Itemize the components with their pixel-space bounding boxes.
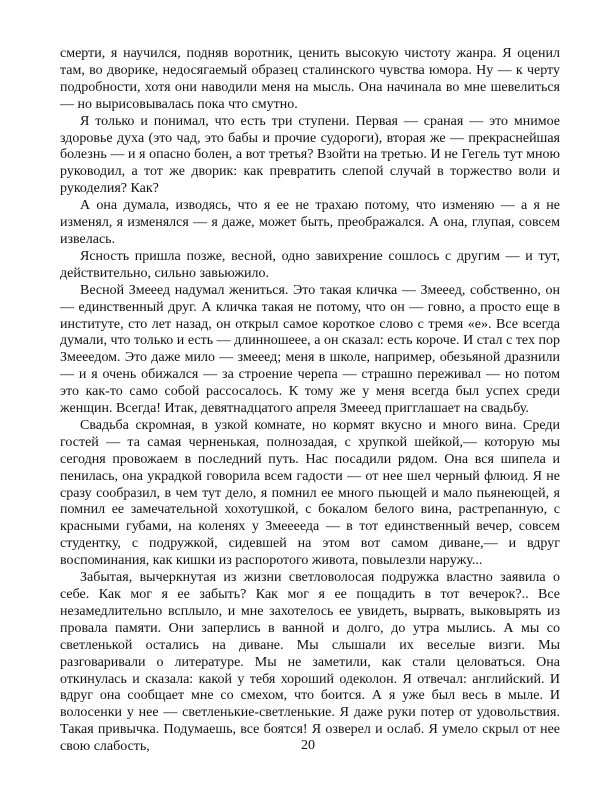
paragraph: Забытая, вычеркнутая из жизни светловолосая подружка властно заявила о себе. Как мог я ее забыть? Как мог я ее пощадить в тот вечерок?.. Все незамедлительно всплыло, и мне захотелось ее увидеть, вырвать, выковырять из провала памяти. Они заперлись в ванной и долго, до утра мылись. А мы со светленькой остались на диване. Мы слышали их веселые визги. Мы разговаривали о литературе. Мы не заметили, как стали целоваться. Она откинулась и сказала: какой у тебя хороший одеколон. Я отвечал: английский. И вдруг она сообщает мне со смехом, что боится. А я уже был весь в мыле. И волосенки у нее — светленькие-светленькие. Я даже руки потер от удовольствия. Такая привычка. Подумаешь, все боятся! Я озверел и ослаб. Я умело скрыл от нее свою слабость, <box>60 570 560 755</box>
page-number: 20 <box>301 738 315 753</box>
paragraph: Ясность пришла позже, весной, одно завихрение сошлось с другим — и тут, действительно, сильно завьюжило. <box>60 248 560 281</box>
page-text <box>60 46 560 756</box>
paragraph: Весной Змееед надумал жениться. Это такая кличка — Змееед, собственно, он — единственный друг. А кличка такая не потому, что он — говно, а просто еще в институте, сто лет назад, он открыл самое короткое слово с тремя «е». Все всегда думали, что только и есть — длинношеее, а он сказал: есть короче. И стал с тех пор Змееедом. Это даже мило — змееед; меня в школе, например, обезьяной дразнили — и я очень обижался — за строение черепа — страшно переживал — но потом это как-то само собой рассосалось. К тому же у меня всегда был успех среди женщин. Всегда! Итак, девятнадцатого апреля Змееед пригглашает на свадьбу. <box>60 282 560 417</box>
paragraph: А она думала, изводясь, что я ее не трахаю потому, что изменяю — а я не изменял, я изменялся — я даже, может быть, преображался. А она, глупая, совсем извелась. <box>60 198 560 247</box>
paragraph: смерти, я научился, подняв воротник, ценить высокую чистоту жанра. Я оценил там, во дворике, недосягаемый образец сталинского чувства юмора. Ну — к черту подробности, хотя они наводили меня на мысль. Она начинала во мне шевелиться — но вырисовывалась пока что смутно. <box>60 46 560 112</box>
paragraph: Свадьба скромная, в узкой комнате, но кормят вкусно и много вина. Среди гостей — та самая черненькая, полнозадая, с хрупкой шейкой,— которую мы сегодня провожаем в последний путь. Нас посадили рядом. Она вся шипела и пенилась, она украдкой говорила всем гадости — от нее шел черный флюид. Я не сразу сообразил, в чем тут дело, я помнил ее много пьющей и мало пьянеющей, я помнил ее замечательной хохотушкой, с бокалом белого вина, растрепанную, с красными губами, на коленях у Змееееда — в тот единственный вечер, совсем студентку, с подружкой, сидевшей на этом вот самом диване,— и вдруг воспоминания, как кишки из распоротого живота, повылезли наружу... <box>60 417 560 569</box>
paragraph: Я только и понимал, что есть три ступени. Первая — сраная — это мнимое здоровье духа (это чад, это бабы и прочие судороги), вторая же — прекраснейшая болезнь — и я опасно болен, а вот третья? Взойти на третью. И не Гегель тут мною руководил, а тот же дворик: как превратить слепой случай в торжество воли и рукоделия? Как? <box>60 113 560 197</box>
